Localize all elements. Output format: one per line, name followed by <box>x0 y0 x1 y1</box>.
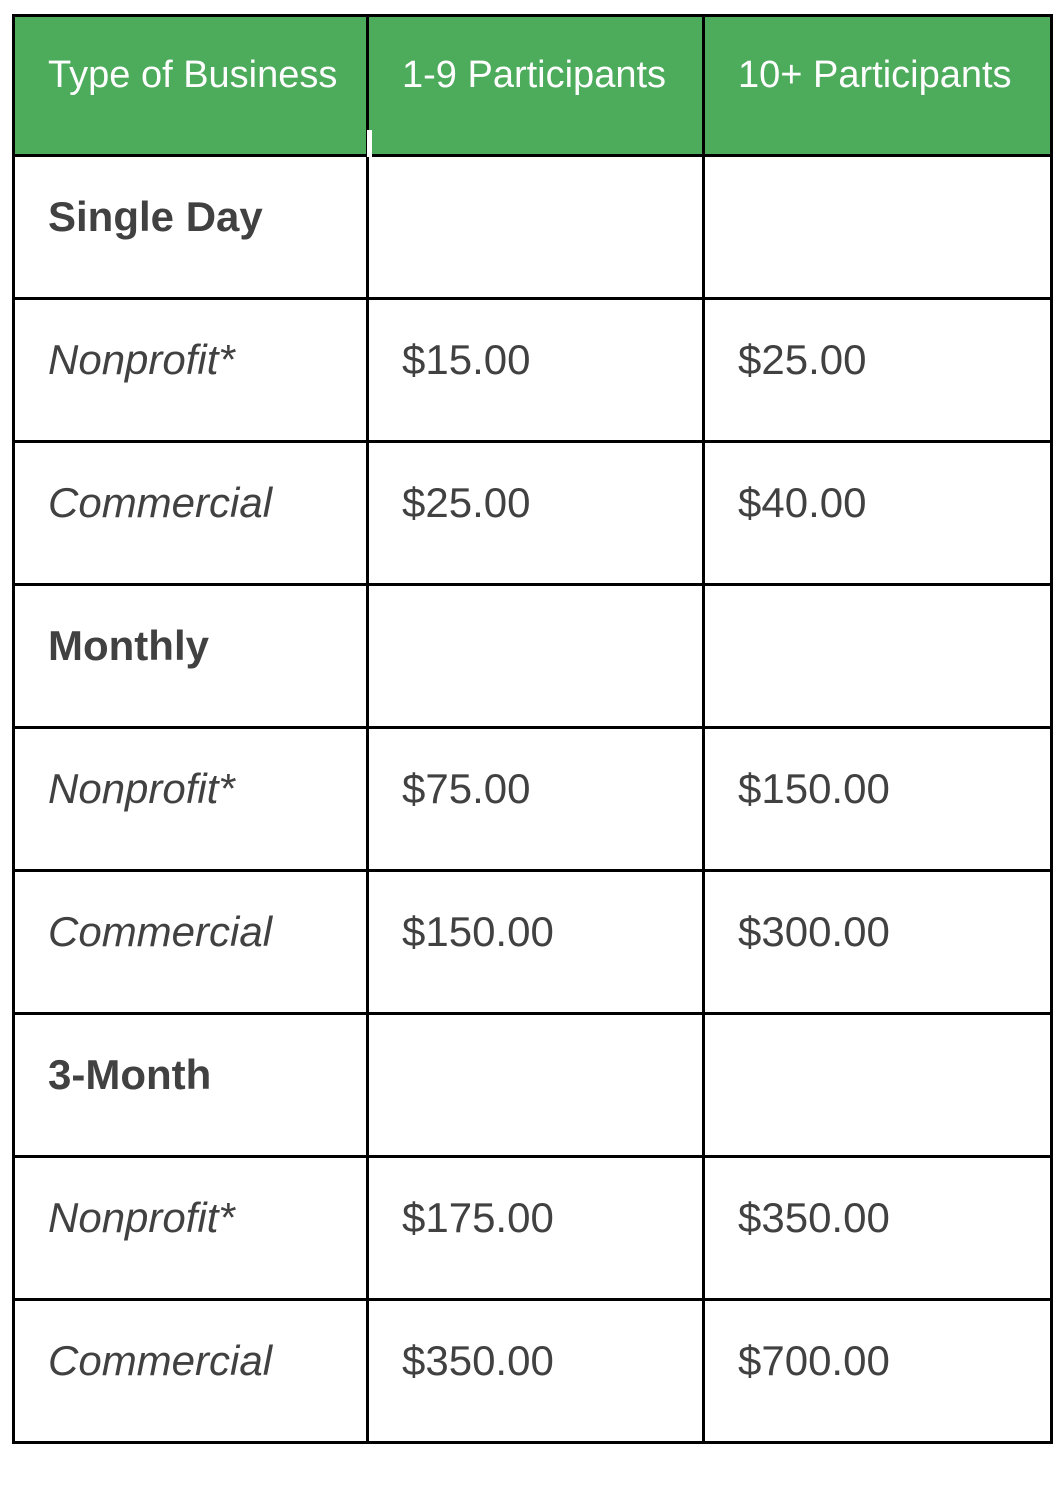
cell-3-month-10-plus <box>704 1014 1052 1157</box>
table-row-monthly <box>14 585 1052 728</box>
cell-commercial-10-plus: $700.00 <box>704 1300 1052 1443</box>
cell-nonprofit-10-plus: $350.00 <box>704 1157 1052 1300</box>
cell-single-day-1-9 <box>368 156 704 299</box>
cell-commercial-1-9: $150.00 <box>368 871 704 1014</box>
table-row-single-day <box>14 156 1052 299</box>
row-label-nonprofit: Nonprofit* <box>14 728 368 871</box>
column-header-10-plus-participants: 10+ Participants <box>704 16 1052 156</box>
section-label-3-month: 3-Month <box>14 1014 368 1157</box>
cell-nonprofit-1-9: $75.00 <box>368 728 704 871</box>
cell-commercial-10-plus: $40.00 <box>704 442 1052 585</box>
pricing-table <box>12 14 1053 1444</box>
cell-nonprofit-1-9: $175.00 <box>368 1157 704 1300</box>
table-row-monthly-nonprofit <box>14 728 1052 871</box>
cell-commercial-1-9: $25.00 <box>368 442 704 585</box>
row-label-nonprofit: Nonprofit* <box>14 1157 368 1300</box>
cell-commercial-1-9: $350.00 <box>368 1300 704 1443</box>
header-row <box>14 16 1052 156</box>
table-row-3-month <box>14 1014 1052 1157</box>
table-row-3-month-commercial <box>14 1300 1052 1443</box>
table-row-3-month-nonprofit <box>14 1157 1052 1300</box>
cell-commercial-10-plus: $300.00 <box>704 871 1052 1014</box>
cell-monthly-10-plus <box>704 585 1052 728</box>
cell-nonprofit-1-9: $15.00 <box>368 299 704 442</box>
cell-3-month-1-9 <box>368 1014 704 1157</box>
cell-nonprofit-10-plus: $150.00 <box>704 728 1052 871</box>
row-label-commercial: Commercial <box>14 871 368 1014</box>
section-label-monthly: Monthly <box>14 585 368 728</box>
column-header-1-9-participants: 1-9 Participants <box>368 16 704 156</box>
cell-single-day-10-plus <box>704 156 1052 299</box>
table-row-monthly-commercial <box>14 871 1052 1014</box>
header-cell-notch-artifact <box>367 130 372 157</box>
cell-monthly-1-9 <box>368 585 704 728</box>
row-label-nonprofit: Nonprofit* <box>14 299 368 442</box>
column-header-type-of-business: Type of Business <box>14 16 368 156</box>
section-label-single-day: Single Day <box>14 156 368 299</box>
cell-nonprofit-10-plus: $25.00 <box>704 299 1052 442</box>
table-row-single-day-nonprofit <box>14 299 1052 442</box>
row-label-commercial: Commercial <box>14 1300 368 1443</box>
row-label-commercial: Commercial <box>14 442 368 585</box>
table-row-single-day-commercial <box>14 442 1052 585</box>
